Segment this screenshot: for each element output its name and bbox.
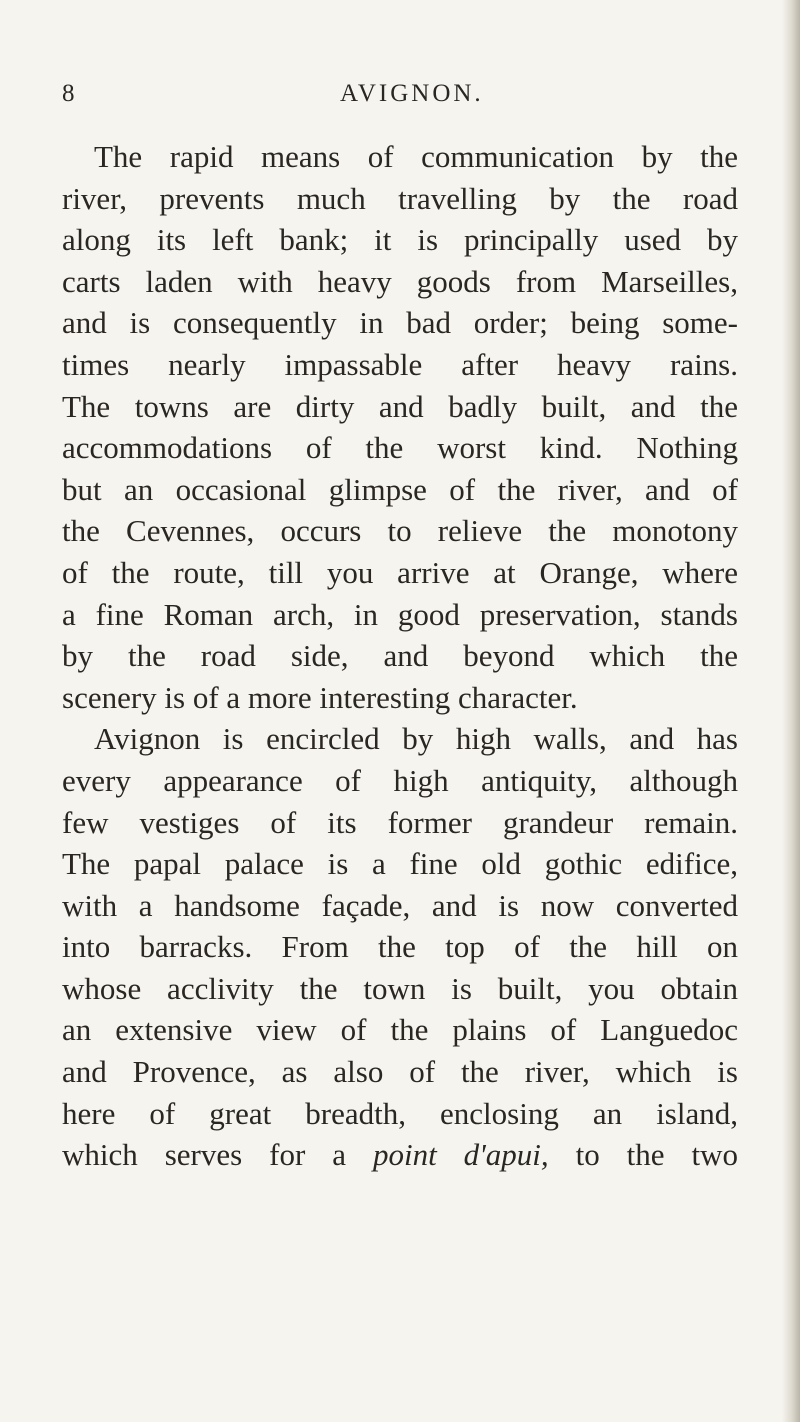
text-line: river, prevents much travelling by the road [62, 180, 738, 216]
text-line: and is consequently in bad order; being some- [62, 305, 738, 341]
text-line: the Cevennes, occurs to relieve the monotony [62, 513, 738, 549]
text-line: The rapid means of communication by the [94, 139, 738, 174]
text-line-last [62, 1134, 738, 1176]
text-line: accommodations of the worst kind. Nothing [62, 430, 738, 466]
text-line: a fine Roman arch, in good preservation, stands [62, 596, 738, 632]
text-line: by the road side, and beyond which the [62, 638, 738, 674]
text-line: carts laden with heavy goods from Marseilles, [62, 263, 738, 299]
text-line: whose acclivity the town is built, you obtain [62, 970, 738, 1006]
text-segment: to the two [548, 1137, 739, 1173]
text-line: The towns are dirty and badly built, and the [62, 388, 738, 424]
page-number: 8 [62, 80, 76, 107]
text-line: an extensive view of the plains of Languedoc [62, 1012, 738, 1048]
text-line: of the route, till you arrive at Orange, where [62, 554, 738, 590]
text-line: along its left bank; it is principally used by [62, 222, 738, 258]
text-line: The papal palace is a fine old gothic edifice, [62, 846, 738, 882]
running-head [0, 80, 800, 120]
text-line: but an occasional glimpse of the river, and of [62, 471, 738, 507]
text-line: Avignon is encircled by high walls, and has [94, 721, 738, 757]
text-line: here of great breadth, enclosing an island, [62, 1095, 738, 1131]
text-line: scenery is of a more interesting character. [62, 679, 578, 715]
running-title: AVIGNON. [340, 80, 484, 107]
text-line: with a handsome façade, and is now converted [62, 887, 738, 923]
text-line: and Provence, as also of the river, which is [62, 1054, 738, 1090]
text-line: times nearly impassable after heavy rains. [62, 346, 738, 382]
text-line: into barracks. From the top of the hill on [62, 929, 738, 965]
italic-phrase: point d'apui, [372, 1137, 549, 1173]
body-text [62, 136, 738, 1176]
text-line: few vestiges of its former grandeur remain. [62, 804, 738, 840]
text-line: every appearance of high antiquity, although [62, 762, 738, 798]
text-segment: which serves for a [62, 1137, 373, 1173]
page-edge-shadow [782, 0, 800, 1422]
